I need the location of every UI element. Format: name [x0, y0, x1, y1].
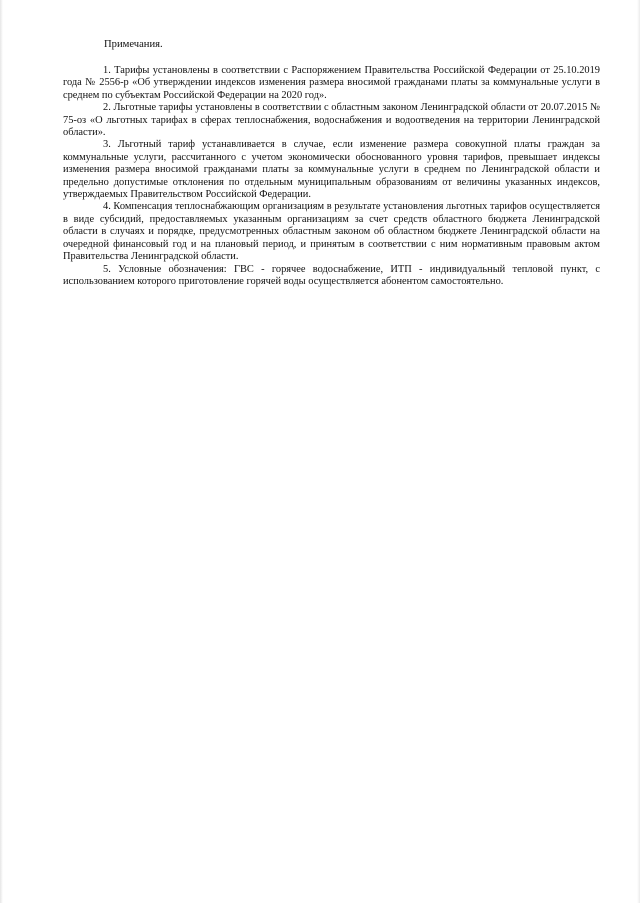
note-item-4: 4. Компенсация теплоснабжающим организациям в результате установления льготных тарифов осуществляется в виде субсидий, предоставляемых указанным организациям за счет средств областного бюджета Ленинградской области в случаях и порядке, предусмотренных областным законом об областном бюджете Ленинградской области на очередной финансовый год и на плановый период, и принятым в соответствии с ним нормативным правовым актом Правительства Ленинградской области. [63, 201, 600, 263]
note-item-3: 3. Льготный тариф устанавливается в случае, если изменение размера совокупной платы граждан за коммунальные услуги, рассчитанного с учетом экономически обоснованного уровня тарифов, превышает индексы изменения размера вносимой гражданами платы за коммунальные услуги в среднем по Ленинградской области и предельно допустимые отклонения по отдельным муниципальным образованиям от величины указанных индексов, утверждаемых Правительством Российской Федерации. [63, 139, 600, 201]
note-item-2: 2. Льготные тарифы установлены в соответствии с областным законом Ленинградской области от 20.07.2015 № 75-оз «О льготных тарифах в сферах теплоснабжения, водоснабжения и водоотведения на территории Ленинградской области». [63, 102, 600, 139]
notes-heading: Примечания. [104, 39, 163, 50]
notes-section [63, 38, 600, 288]
note-item-5: 5. Условные обозначения: ГВС - горячее водоснабжение, ИТП - индивидуальный тепловой пункт, с использованием которого приготовление горячей воды осуществляется абонентом самостоятельно. [63, 263, 600, 287]
note-item-1: 1. Тарифы установлены в соответствии с Распоряжением Правительства Российской Федерации от 25.10.2019 года № 2556-р «Об утверждении индексов изменения размера вносимой гражданами платы за коммунальные услуги в среднем по субъектам Российской Федерации на 2020 год». [63, 65, 600, 101]
scan-edge-left [0, 0, 3, 903]
